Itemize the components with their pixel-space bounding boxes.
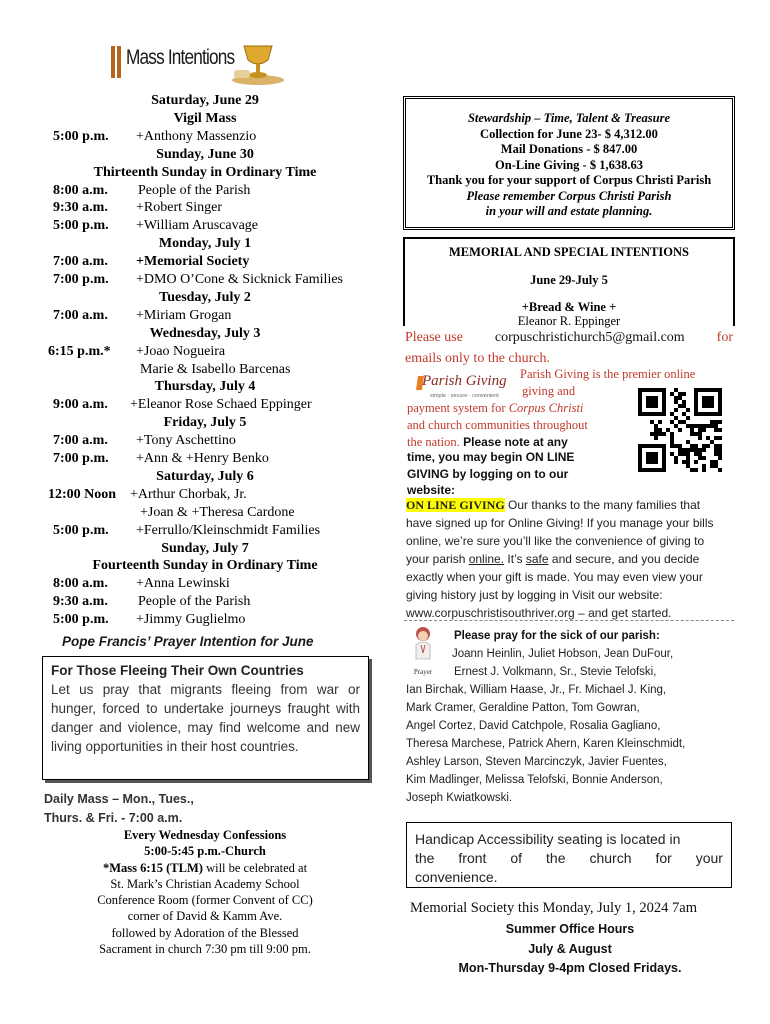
schedule-time: 7:00 a.m. [53, 254, 108, 270]
tlm-mass-label: *Mass 6:15 (TLM) [102, 860, 203, 875]
hw-2: front [458, 850, 487, 866]
hw-7: your [695, 850, 723, 866]
schedule-time: 9:00 a.m. [53, 397, 108, 413]
daily-mass-line1: Daily Mass – Mon., Tues., [44, 792, 194, 806]
schedule-intention: +Anthony Massenzio [136, 128, 257, 144]
schedule-intention: People of the Parish [138, 182, 251, 198]
schedule-time: 8:00 a.m. [53, 576, 108, 592]
schedule-time: 5:00 p.m. [53, 128, 109, 144]
og-line3: online, we’re sure you’ll like the convenience of giving to [406, 534, 705, 548]
schedule-intention: +Robert Singer [136, 200, 223, 216]
email-note [405, 327, 733, 369]
office-hours-times: Mon-Thursday 9-4pm Closed Fridays. [458, 961, 682, 975]
schedule-time: 5:00 p.m. [53, 522, 109, 538]
schedule-day-heading: Tuesday, July 2 [159, 289, 251, 305]
schedule-intention: +Jimmy Guglielmo [136, 612, 246, 628]
sick-list-heading: Please pray for the sick of our parish: [454, 630, 660, 642]
schedule-day-heading: Friday, July 5 [163, 415, 247, 431]
sick-list-line: Mark Cramer, Geraldine Patton, Tom Gowran, [406, 702, 640, 714]
og-line4a: your parish [406, 552, 469, 566]
schedule-intention: Marie & Isabello Barcenas [140, 361, 291, 377]
parish-website-link[interactable]: www.corpuschristisouthriver.org – and get started. [406, 606, 672, 620]
handicap-line3: convenience. [415, 869, 498, 885]
sick-list-line: Ernest J. Volkmann, Sr., Stevie Telofski, [454, 666, 657, 678]
sick-list-line: Joann Heinlin, Juliet Hobson, Jean DuFour, [452, 648, 674, 660]
sick-list [406, 627, 736, 807]
schedule-day-heading: Vigil Mass [173, 110, 237, 126]
sick-list-line: Angel Cortez, David Catchpole, Rosalia Gagliano, [406, 720, 661, 732]
schedule-intention: +Miriam Grogan [136, 307, 232, 323]
online-giving-amount: On-Line Giving - $ 1,638.63 [495, 157, 643, 172]
sick-list-line: Ian Birchak, William Haase, Jr., Fr. Michael J. King, [406, 684, 667, 696]
og-line4c: It’s [504, 552, 526, 566]
schedule-time: 7:00 p.m. [53, 272, 109, 287]
schedule-intention: +Memorial Society [136, 254, 250, 270]
hw-3: of [510, 850, 523, 866]
parish-giving-logo-text: Parish Giving [422, 373, 507, 389]
schedule-intention: +Joao Nogueira [136, 343, 226, 359]
schedule-time: 8:00 a.m. [53, 182, 108, 198]
pope-intention-title: For Those Fleeing Their Own Countries [51, 663, 304, 678]
og-line4e: and secure, and you decide [548, 552, 700, 566]
memorial-intentions-box [403, 237, 735, 326]
mail-donations: Mail Donations - $ 847.00 [500, 142, 638, 156]
confessions-line1: Every Wednesday Confessions [123, 828, 287, 842]
schedule-intention: +Joan & +Theresa Cardone [140, 504, 295, 520]
stewardship-remember-1: Please remember Corpus Christi Parish [466, 188, 672, 203]
schedule-time: 7:00 a.m. [53, 433, 108, 449]
og-line2: have signed up for Online Giving! If you manage your bills [406, 516, 714, 530]
pope-intention-box [42, 656, 369, 780]
summer-office-hours [405, 920, 735, 979]
confessions-info [40, 827, 370, 957]
pg-line1: Parish Giving is the premier online [520, 367, 696, 381]
schedule-day-heading: Thirteenth Sunday in Ordinary Time [93, 164, 317, 180]
og-line1-text: Our thanks to the many families that [504, 498, 701, 512]
daily-mass-info [44, 790, 194, 828]
sick-list-line: Joseph Kwiatkowski. [406, 792, 513, 804]
schedule-time: 9:30 a.m. [53, 594, 108, 610]
header-title: Mass Intentions [126, 46, 235, 69]
schedule-day-heading: Fourteenth Sunday in Ordinary Time [92, 558, 318, 574]
mass-intentions-header [108, 38, 288, 88]
handicap-line2 [415, 849, 723, 868]
schedule-time: 7:00 a.m. [53, 307, 108, 323]
confessions-line7: followed by Adoration of the Blessed [111, 925, 299, 940]
schedule-intention: +Arthur Chorbak, Jr. [130, 486, 247, 502]
hw-4: the [546, 850, 566, 866]
parish-giving-tagline: simple · secure · convenient [430, 393, 499, 399]
schedule-day-heading: Wednesday, July 3 [149, 325, 261, 341]
church-email-link[interactable]: corpuschristichurch5@gmail.com [494, 330, 685, 345]
schedule-intention: +Tony Aschettino [136, 433, 236, 449]
stewardship-box [403, 96, 735, 230]
schedule-time: 5:00 p.m. [53, 612, 109, 628]
hw-1: the [415, 850, 435, 866]
og-line5: exactly when your gift is made. You may even view your [406, 570, 703, 584]
pope-intention-body: Let us pray that migrants fleeing from war or hunger, forced to undertake journeys fraught with danger and violence, may find welcome and new living opportunities in their host countries. [51, 682, 360, 754]
confessions-line3 [40, 860, 370, 876]
pg-line3a: payment system for [407, 401, 509, 415]
pg-line4: and church communities throughout [407, 418, 588, 432]
chalice-icon [230, 40, 286, 86]
sick-list-divider [404, 620, 734, 621]
online-giving-label: ON LINE GIVING [406, 498, 505, 512]
schedule-intention: +Eleanor Rose Schaed Eppinger [130, 397, 312, 413]
og-line6: giving history just by logging in Visit our website: [406, 588, 663, 602]
schedule-time: 5:00 p.m. [53, 218, 109, 234]
confessions-line4: St. Mark’s Christian Academy School [110, 876, 300, 891]
schedule-time: 6:15 p.m.* [48, 343, 111, 359]
daily-mass-line2: Thurs. & Fri. - 7:00 a.m. [44, 811, 183, 825]
confessions-line5: Conference Room (former Convent of CC) [97, 893, 313, 908]
schedule-time: 7:00 p.m. [53, 451, 109, 466]
pg-line5a: the nation. [407, 435, 460, 449]
memorial-society-note: Memorial Society this Monday, July 1, 2024 7am [410, 900, 698, 916]
schedule-intention: +Anna Lewinski [136, 576, 230, 592]
pg-line2: giving and [522, 384, 576, 398]
qr-code-icon[interactable] [638, 388, 722, 472]
og-safe-word: safe [525, 552, 549, 566]
schedule-day-heading: Sunday, July 7 [161, 540, 249, 556]
memorial-name: Eleanor R. Eppinger [517, 314, 621, 328]
stewardship-thanks: Thank you for your support of Corpus Christi Parish [426, 173, 712, 187]
tlm-mass-rest: will be celebrated at [202, 860, 308, 875]
pg-black-text [407, 449, 622, 499]
sick-list-line: Kim Madlinger, Melissa Telofski, Bonnie Anderson, [406, 774, 663, 786]
schedule-intention: +Ann & +Henry Benko [136, 451, 269, 466]
memorial-item: +Bread & Wine + [521, 300, 617, 314]
sick-list-names [406, 645, 736, 807]
email-note-please-use: Please use [405, 330, 463, 345]
memorial-dates: June 29-July 5 [530, 273, 608, 287]
prayer-icon-label: Prayer [413, 668, 433, 676]
email-note-line1 [405, 327, 733, 348]
stewardship-title: Stewardship – Time, Talent & Treasure [467, 111, 671, 125]
sick-list-line: Ashley Larson, Steven Marcinczyk, Javier Fuentes, [406, 756, 667, 768]
hw-6: for [655, 850, 672, 866]
og-line1 [406, 496, 732, 514]
schedule-intention: People of the Parish [138, 594, 251, 610]
mass-schedule [40, 92, 370, 652]
schedule-day-heading: Saturday, July 6 [156, 468, 254, 484]
schedule-intention: +DMO O’Cone & Sicknick Families [136, 272, 343, 287]
pg-line7: GIVING by logging on to our [407, 466, 569, 481]
schedule-time: 9:30 a.m. [53, 200, 108, 216]
email-note-line2: emails only to the church. [405, 351, 551, 366]
office-hours-title: Summer Office Hours [505, 922, 635, 936]
pg-line5b: Please note at any [459, 435, 568, 449]
schedule-intention: +Ferrullo/Kleinschmidt Families [136, 522, 321, 538]
handicap-accessibility-box [406, 822, 732, 888]
confessions-line6: corner of David & Kamm Ave. [127, 909, 283, 924]
pope-intention-heading: Pope Francis’ Prayer Intention for June [62, 634, 314, 649]
sick-list-line: Theresa Marchese, Patrick Ahern, Karen Kleinschmidt, [406, 738, 686, 750]
schedule-day-heading: Thursday, July 4 [154, 379, 256, 395]
pg-line8: website: [407, 483, 456, 497]
schedule-day-heading: Monday, July 1 [158, 236, 252, 252]
handicap-line1: Handicap Accessibility seating is located in [415, 831, 681, 847]
schedule-day-heading: Sunday, June 30 [156, 146, 254, 162]
schedule-day-heading: Saturday, June 29 [151, 93, 259, 108]
stewardship-remember-2: in your will and estate planning. [485, 204, 653, 218]
schedule-intention: +William Aruscavage [136, 218, 259, 234]
schedule-time: 12:00 Noon [48, 486, 117, 502]
confessions-line8: Sacrament in church 7:30 pm till 9:00 pm. [99, 942, 311, 957]
og-line4 [406, 550, 732, 568]
online-giving-section [406, 496, 732, 622]
pg-line3b: Corpus Christi [508, 401, 584, 415]
collection-amount: Collection for June 23- $ 4,312.00 [480, 126, 658, 141]
memorial-title: MEMORIAL AND SPECIAL INTENTIONS [449, 245, 689, 259]
hw-5: church [589, 850, 632, 866]
email-note-for: for [716, 330, 733, 345]
og-online-word: online. [468, 552, 505, 566]
confessions-line2: 5:00-5:45 p.m.-Church [144, 844, 266, 859]
office-hours-months: July & August [528, 941, 612, 956]
pg-line6: time, you may begin ON LINE [407, 450, 575, 464]
